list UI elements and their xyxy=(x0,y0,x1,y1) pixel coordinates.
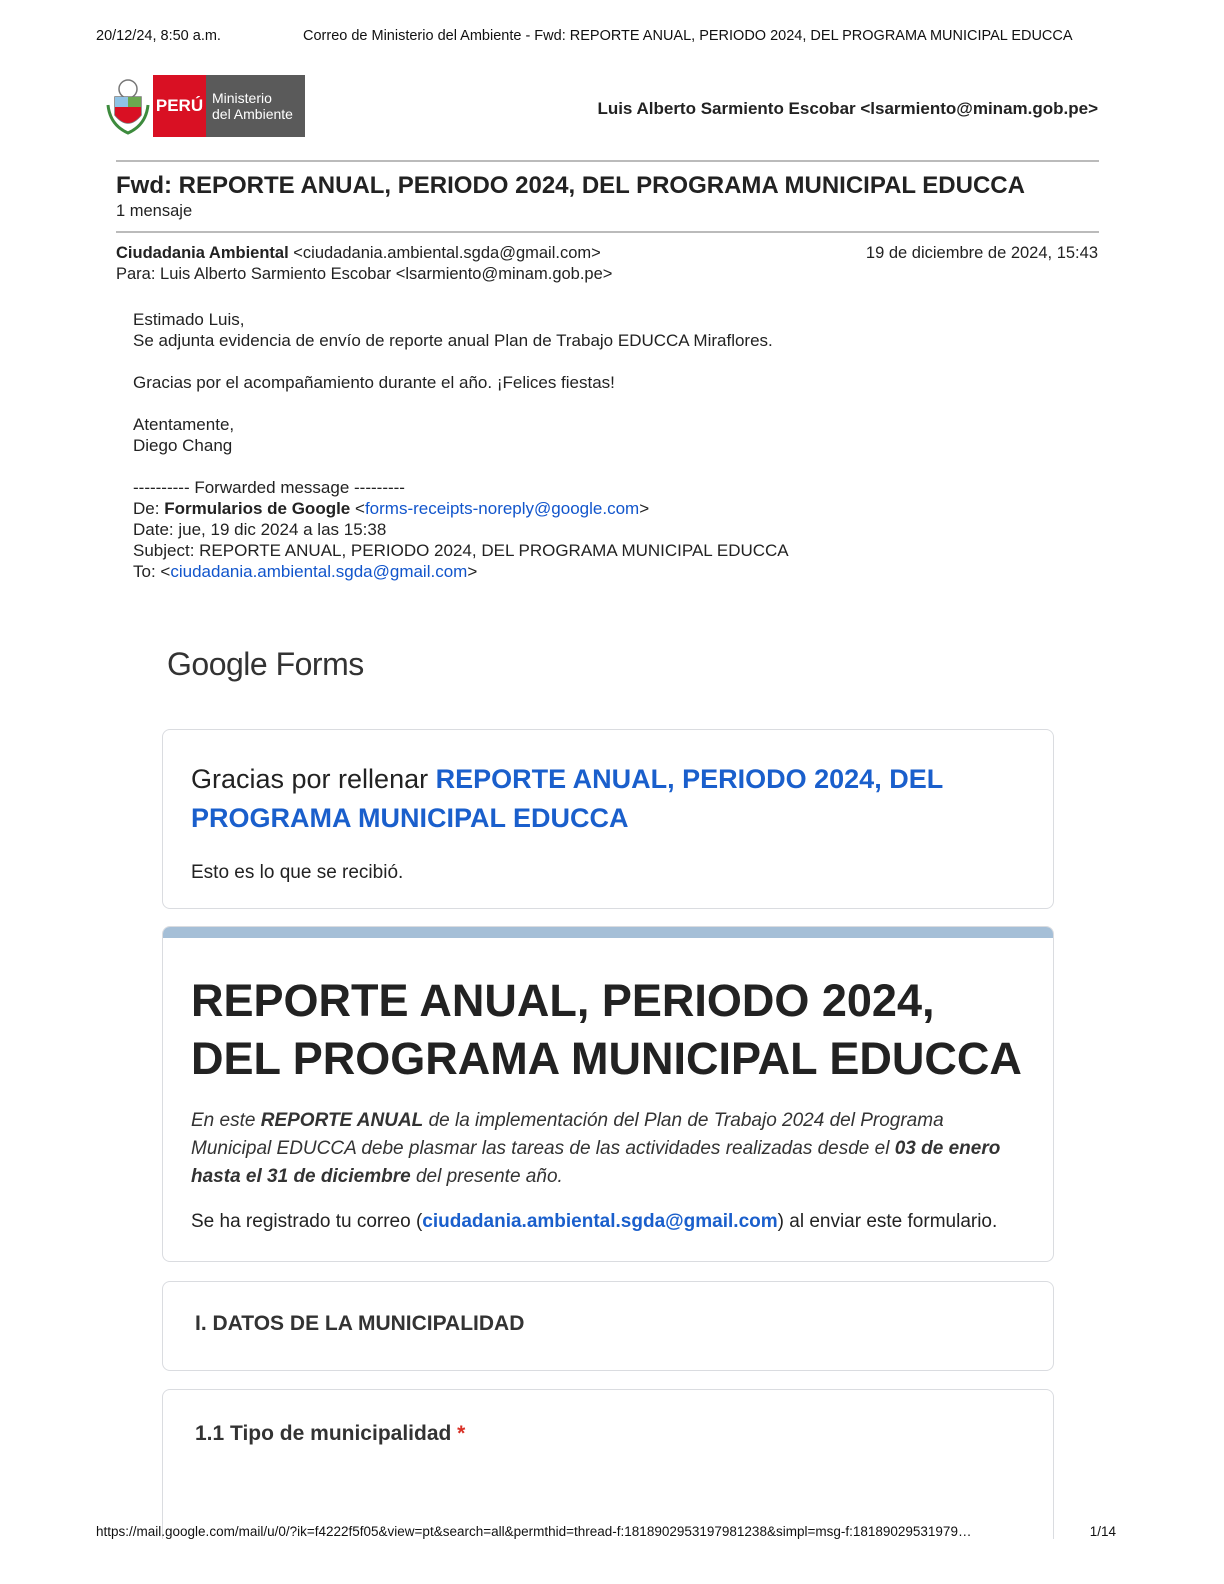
sender xyxy=(116,244,601,263)
ministry-line-1: Ministerio xyxy=(212,90,272,106)
receipt-card xyxy=(162,729,1054,909)
coat-of-arms-icon xyxy=(106,75,150,137)
body-line-1: Se adjunta evidencia de envío de reporte anual Plan de Trabajo EDUCCA Miraflores. xyxy=(133,331,773,350)
page-number: 1/14 xyxy=(1089,1524,1116,1539)
google-forms-logo xyxy=(167,646,364,683)
recipient-line: Para: Luis Alberto Sarmiento Escobar <lsarmiento@minam.gob.pe> xyxy=(116,265,613,283)
message-count: 1 mensaje xyxy=(116,202,193,220)
ministry-label xyxy=(206,75,305,137)
required-mark: * xyxy=(457,1422,466,1445)
forward-separator: ---------- Forwarded message --------- xyxy=(133,478,405,497)
form-header-card xyxy=(162,926,1054,1262)
registered-email-notice: Se ha registrado tu correo (ciudadania.ambiental.sgda@gmail.com) al enviar este formulario. xyxy=(191,1211,998,1232)
forward-date: Date: jue, 19 dic 2024 a las 15:38 xyxy=(133,520,387,539)
sender-name: Ciudadania Ambiental xyxy=(116,244,289,262)
ministry-logo xyxy=(106,75,305,137)
print-date: 20/12/24, 8:50 a.m. xyxy=(96,28,221,44)
form-header-bar xyxy=(163,927,1053,938)
section-title: I. DATOS DE LA MUNICIPALIDAD xyxy=(195,1312,525,1335)
form-name-link[interactable]: REPORTE ANUAL, PERIODO 2024, DEL PROGRAMA MUNICIPAL EDUCCA xyxy=(191,764,943,833)
section-card xyxy=(162,1281,1054,1371)
question-title: 1.1 Tipo de municipalidad * xyxy=(195,1422,466,1445)
forward-to-email-link[interactable]: ciudadania.ambiental.sgda@gmail.com xyxy=(170,562,468,581)
divider xyxy=(116,160,1099,162)
print-footer-url: https://mail.google.com/mail/u/0/?ik=f4222f5f05&view=pt&search=all&permthid=thread-f:1818902953197981238&simpl=msg-f:18189029531979… xyxy=(96,1524,972,1539)
sender-email: <ciudadania.ambiental.sgda@gmail.com> xyxy=(293,244,601,262)
received-text: Esto es lo que se recibió. xyxy=(191,862,404,883)
closing: Atentamente, xyxy=(133,415,235,434)
divider xyxy=(116,231,1099,233)
body-line-2: Gracias por el acompañamiento durante el año. ¡Felices fiestas! xyxy=(133,373,615,392)
thread-subject: Fwd: REPORTE ANUAL, PERIODO 2024, DEL PROGRAMA MUNICIPAL EDUCCA xyxy=(116,172,1025,199)
greeting: Estimado Luis, xyxy=(133,310,245,329)
question-card xyxy=(162,1389,1054,1539)
google-wordmark: Google xyxy=(167,646,268,682)
message-date: 19 de diciembre de 2024, 15:43 xyxy=(865,244,1098,262)
forms-wordmark: Forms xyxy=(275,646,364,682)
forward-from-name: Formularios de Google xyxy=(164,499,351,518)
print-title: Correo de Ministerio del Ambiente - Fwd: REPORTE ANUAL, PERIODO 2024, DEL PROGRAMA MUNICIPAL EDUCCA xyxy=(303,28,1073,44)
signature: Diego Chang xyxy=(133,436,233,455)
account-owner: Luis Alberto Sarmiento Escobar <lsarmiento@minam.gob.pe> xyxy=(597,99,1098,118)
thanks-heading: Gracias por rellenar REPORTE ANUAL, PERIODO 2024, DEL PROGRAMA MUNICIPAL EDUCCA xyxy=(191,764,943,833)
form-description: En este REPORTE ANUAL de la implementación del Plan de Trabajo 2024 del Programa Municipal EDUCCA debe plasmar las tareas de las actividades realizadas desde el 03 de enero hasta el 31 de diciembre del presente año. xyxy=(191,1110,1001,1187)
forward-to: To: <ciudadania.ambiental.sgda@gmail.com> xyxy=(133,562,478,581)
registered-email: ciudadania.ambiental.sgda@gmail.com xyxy=(422,1211,778,1232)
ministry-line-2: del Ambiente xyxy=(212,106,293,122)
forward-subject: Subject: REPORTE ANUAL, PERIODO 2024, DEL PROGRAMA MUNICIPAL EDUCCA xyxy=(133,541,789,560)
message-body xyxy=(133,309,789,582)
forward-from: De: Formularios de Google <forms-receipts-noreply@google.com> xyxy=(133,499,650,518)
forward-from-email-link[interactable]: forms-receipts-noreply@google.com xyxy=(364,499,640,518)
form-title: REPORTE ANUAL, PERIODO 2024, DEL PROGRAMA MUNICIPAL EDUCCA xyxy=(191,975,1022,1084)
peru-label: PERÚ xyxy=(153,75,206,137)
